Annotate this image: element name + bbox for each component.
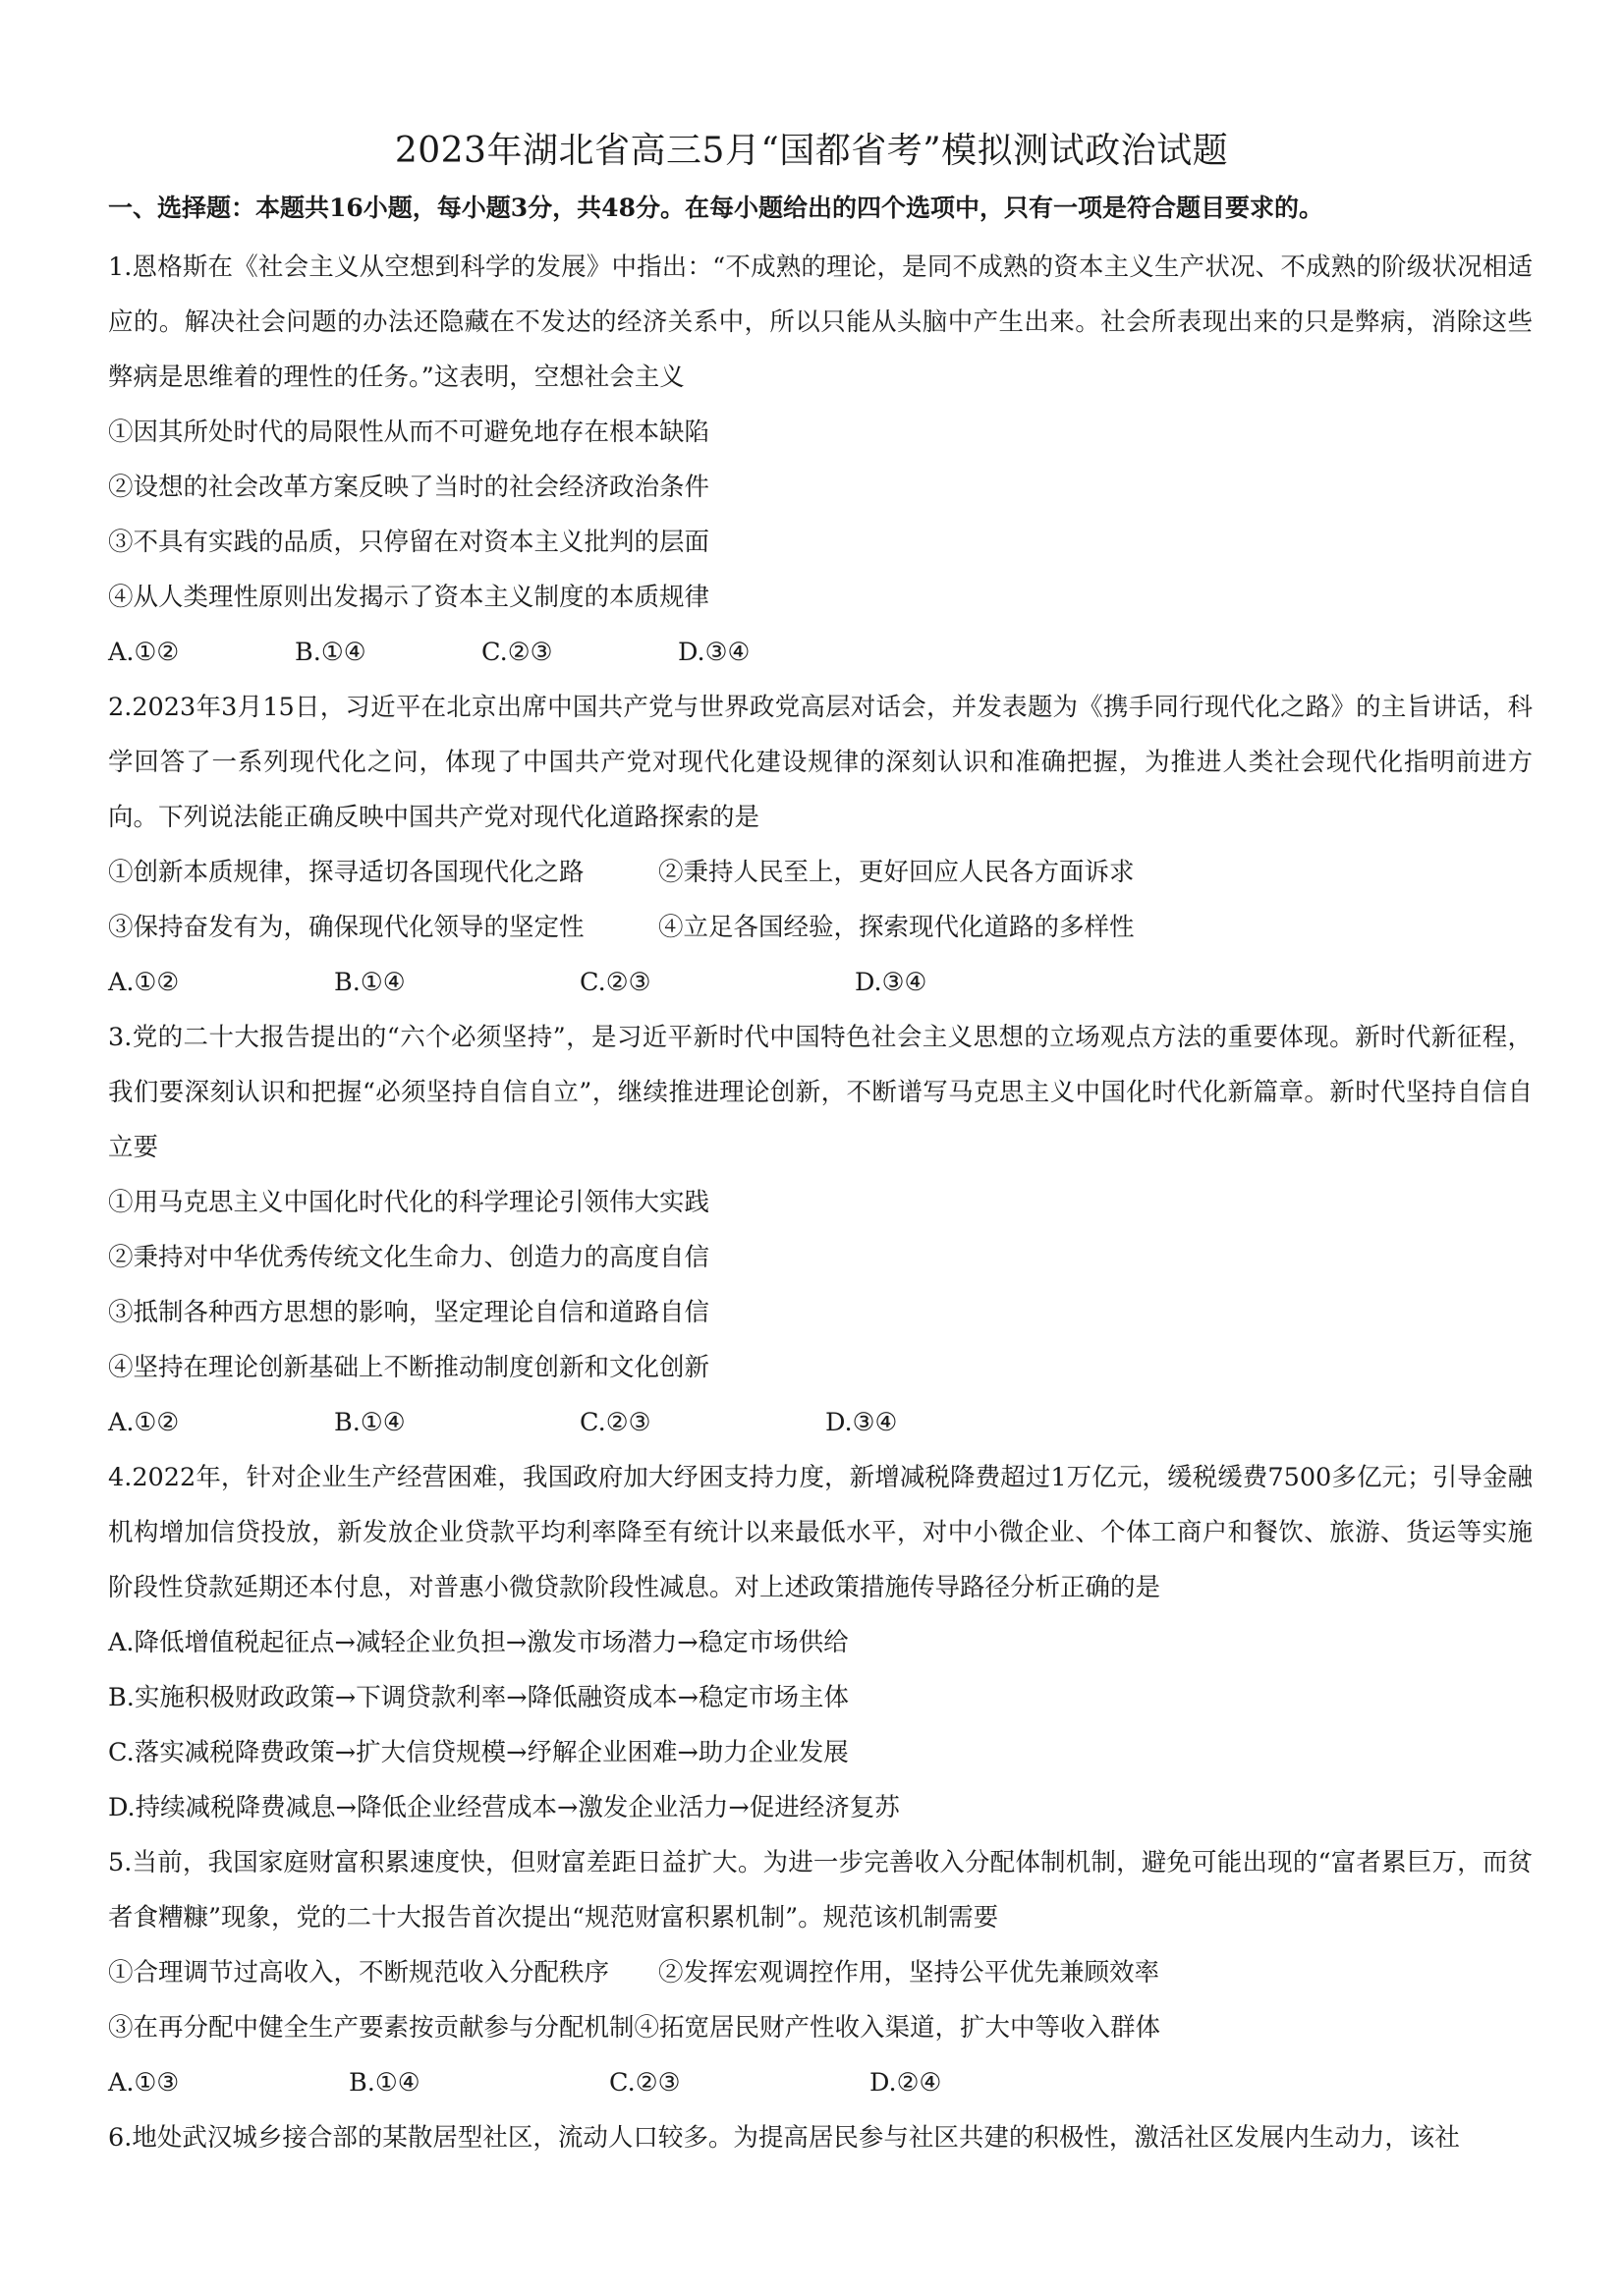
statement-item: ④立足各国经验，探索现代化道路的多样性 bbox=[658, 913, 1135, 942]
statement-item: ①因其所处时代的局限性从而不可避免地存在根本缺陷 bbox=[108, 418, 710, 447]
answer-choices bbox=[108, 955, 1533, 1010]
choice-c: C.落实减税降费政策→扩大信贷规模→纾解企业困难→助力企业发展 bbox=[108, 1738, 849, 1767]
answer-choices bbox=[108, 2055, 1533, 2110]
statement-item: ①创新本质规律，探寻适切各国现代化之路 bbox=[108, 858, 585, 887]
choice-d: D.持续减税降费减息→降低企业经营成本→激发企业活力→促进经济复苏 bbox=[108, 1793, 900, 1822]
question-stem: 4.2022年，针对企业生产经营困难，我国政府加大纾困支持力度，新增减税降费超过1万亿元，缓税缓费7500多亿元；引导金融机构增加信贷投放，新发放企业贷款平均利率降至有统计以来最低水平，对中小微企业、个体工商户和餐饮、旅游、货运等实施阶段性贷款延期还本付息，对普惠小微贷款阶段性减息。对上述政策措施传导路径分析正确的是 bbox=[108, 1463, 1533, 1602]
statement-item: ④坚持在理论创新基础上不断推动制度创新和文化创新 bbox=[108, 1353, 710, 1382]
choice-b: B.①④ bbox=[334, 968, 406, 997]
statement-item: ③保持奋发有为，确保现代化领导的坚定性 bbox=[108, 913, 585, 942]
question-stem: 1.恩格斯在《社会主义从空想到科学的发展》中指出：“不成熟的理论，是同不成熟的资本主义生产状况、不成熟的阶级状况相适应的。解决社会问题的办法还隐藏在不发达的经济关系中，所以只能从头脑中产生出来。社会所表现出来的只是弊病，消除这些弊病是思维着的理性的任务。”这表明，空想社会主义 bbox=[108, 252, 1533, 392]
choice-d: D.②④ bbox=[869, 2068, 942, 2098]
choice-b: B.实施积极财政政策→下调贷款利率→降低融资成本→稳定市场主体 bbox=[108, 1683, 849, 1712]
choice-a: A.①② bbox=[108, 638, 180, 667]
question-1 bbox=[108, 240, 1533, 680]
choice-d: D.③④ bbox=[678, 638, 751, 667]
statement-item: ②发挥宏观调控作用，坚持公平优先兼顾效率 bbox=[658, 1958, 1160, 1988]
statement-item: ③不具有实践的品质，只停留在对资本主义批判的层面 bbox=[108, 528, 710, 557]
question-stem: 3.党的二十大报告提出的“六个必须坚持”，是习近平新时代中国特色社会主义思想的立场观点方法的重要体现。新时代新征程，我们要深刻认识和把握“必须坚持自信自立”，继续推进理论创新，不断谱写马克思主义中国化时代化新篇章。新时代坚持自信自立要 bbox=[108, 1023, 1533, 1162]
page-title: 2023年湖北省高三5月“国都省考”模拟测试政治试题 bbox=[394, 131, 1229, 171]
choice-b: B.①④ bbox=[295, 638, 366, 667]
statement-item: ③在再分配中健全生产要素按贡献参与分配机制④拓宽居民财产性收入渠道，扩大中等收入群体 bbox=[108, 2013, 1161, 2043]
choice-d: D.③④ bbox=[855, 968, 927, 997]
question-stem: 6.地处武汉城乡接合部的某散居型社区，流动人口较多。为提高居民参与社区共建的积极性，激活社区发展内生动力，该社 bbox=[108, 2123, 1460, 2153]
question-3 bbox=[108, 1010, 1533, 1450]
section-header: 一、选择题：本题共16小题，每小题3分，共48分。在每小题给出的四个选项中，只有一项是符合题目要求的。 bbox=[108, 194, 1323, 222]
answer-choices bbox=[108, 1395, 1533, 1450]
choice-a: A.①③ bbox=[108, 2068, 180, 2098]
question-2 bbox=[108, 680, 1533, 1010]
question-4 bbox=[108, 1450, 1533, 1835]
question-6 bbox=[108, 2110, 1533, 2165]
statement-item: ①用马克思主义中国化时代化的科学理论引领伟大实践 bbox=[108, 1188, 710, 1217]
question-stem: 5.当前，我国家庭财富积累速度快，但财富差距日益扩大。为进一步完善收入分配体制机制，避免可能出现的“富者累巨万，而贫者食糟糠”现象，党的二十大报告首次提出“规范财富积累机制”。规范该机制需要 bbox=[108, 1848, 1533, 1932]
answer-choices bbox=[108, 625, 1533, 680]
choice-c: C.②③ bbox=[481, 638, 553, 667]
question-list bbox=[108, 240, 1533, 2165]
statement-item: ①合理调节过高收入，不断规范收入分配秩序 bbox=[108, 1958, 610, 1988]
choice-b: B.①④ bbox=[334, 1408, 406, 1437]
choice-b: B.①④ bbox=[349, 2068, 420, 2098]
choice-c: C.②③ bbox=[580, 1408, 651, 1437]
statement-item: ②设想的社会改革方案反映了当时的社会经济政治条件 bbox=[108, 473, 710, 502]
choice-a: A.降低增值税起征点→减轻企业负担→激发市场潜力→稳定市场供给 bbox=[108, 1628, 849, 1657]
choice-c: C.②③ bbox=[580, 968, 651, 997]
statement-item: ④从人类理性原则出发揭示了资本主义制度的本质规律 bbox=[108, 583, 710, 612]
choice-a: A.①② bbox=[108, 968, 180, 997]
question-5 bbox=[108, 1835, 1533, 2110]
question-stem: 2.2023年3月15日，习近平在北京出席中国共产党与世界政党高层对话会，并发表题为《携手同行现代化之路》的主旨讲话，科学回答了一系列现代化之问，体现了中国共产党对现代化建设规律的深刻认识和准确把握，为推进人类社会现代化指明前进方向。下列说法能正确反映中国共产党对现代化道路探索的是 bbox=[108, 693, 1533, 832]
statement-item: ②秉持人民至上，更好回应人民各方面诉求 bbox=[658, 858, 1135, 887]
choice-d: D.③④ bbox=[825, 1408, 898, 1437]
choice-c: C.②③ bbox=[609, 2068, 681, 2098]
statement-item: ②秉持对中华优秀传统文化生命力、创造力的高度自信 bbox=[108, 1243, 710, 1272]
choice-a: A.①② bbox=[108, 1408, 180, 1437]
statement-item: ③抵制各种西方思想的影响，坚定理论自信和道路自信 bbox=[108, 1298, 710, 1327]
